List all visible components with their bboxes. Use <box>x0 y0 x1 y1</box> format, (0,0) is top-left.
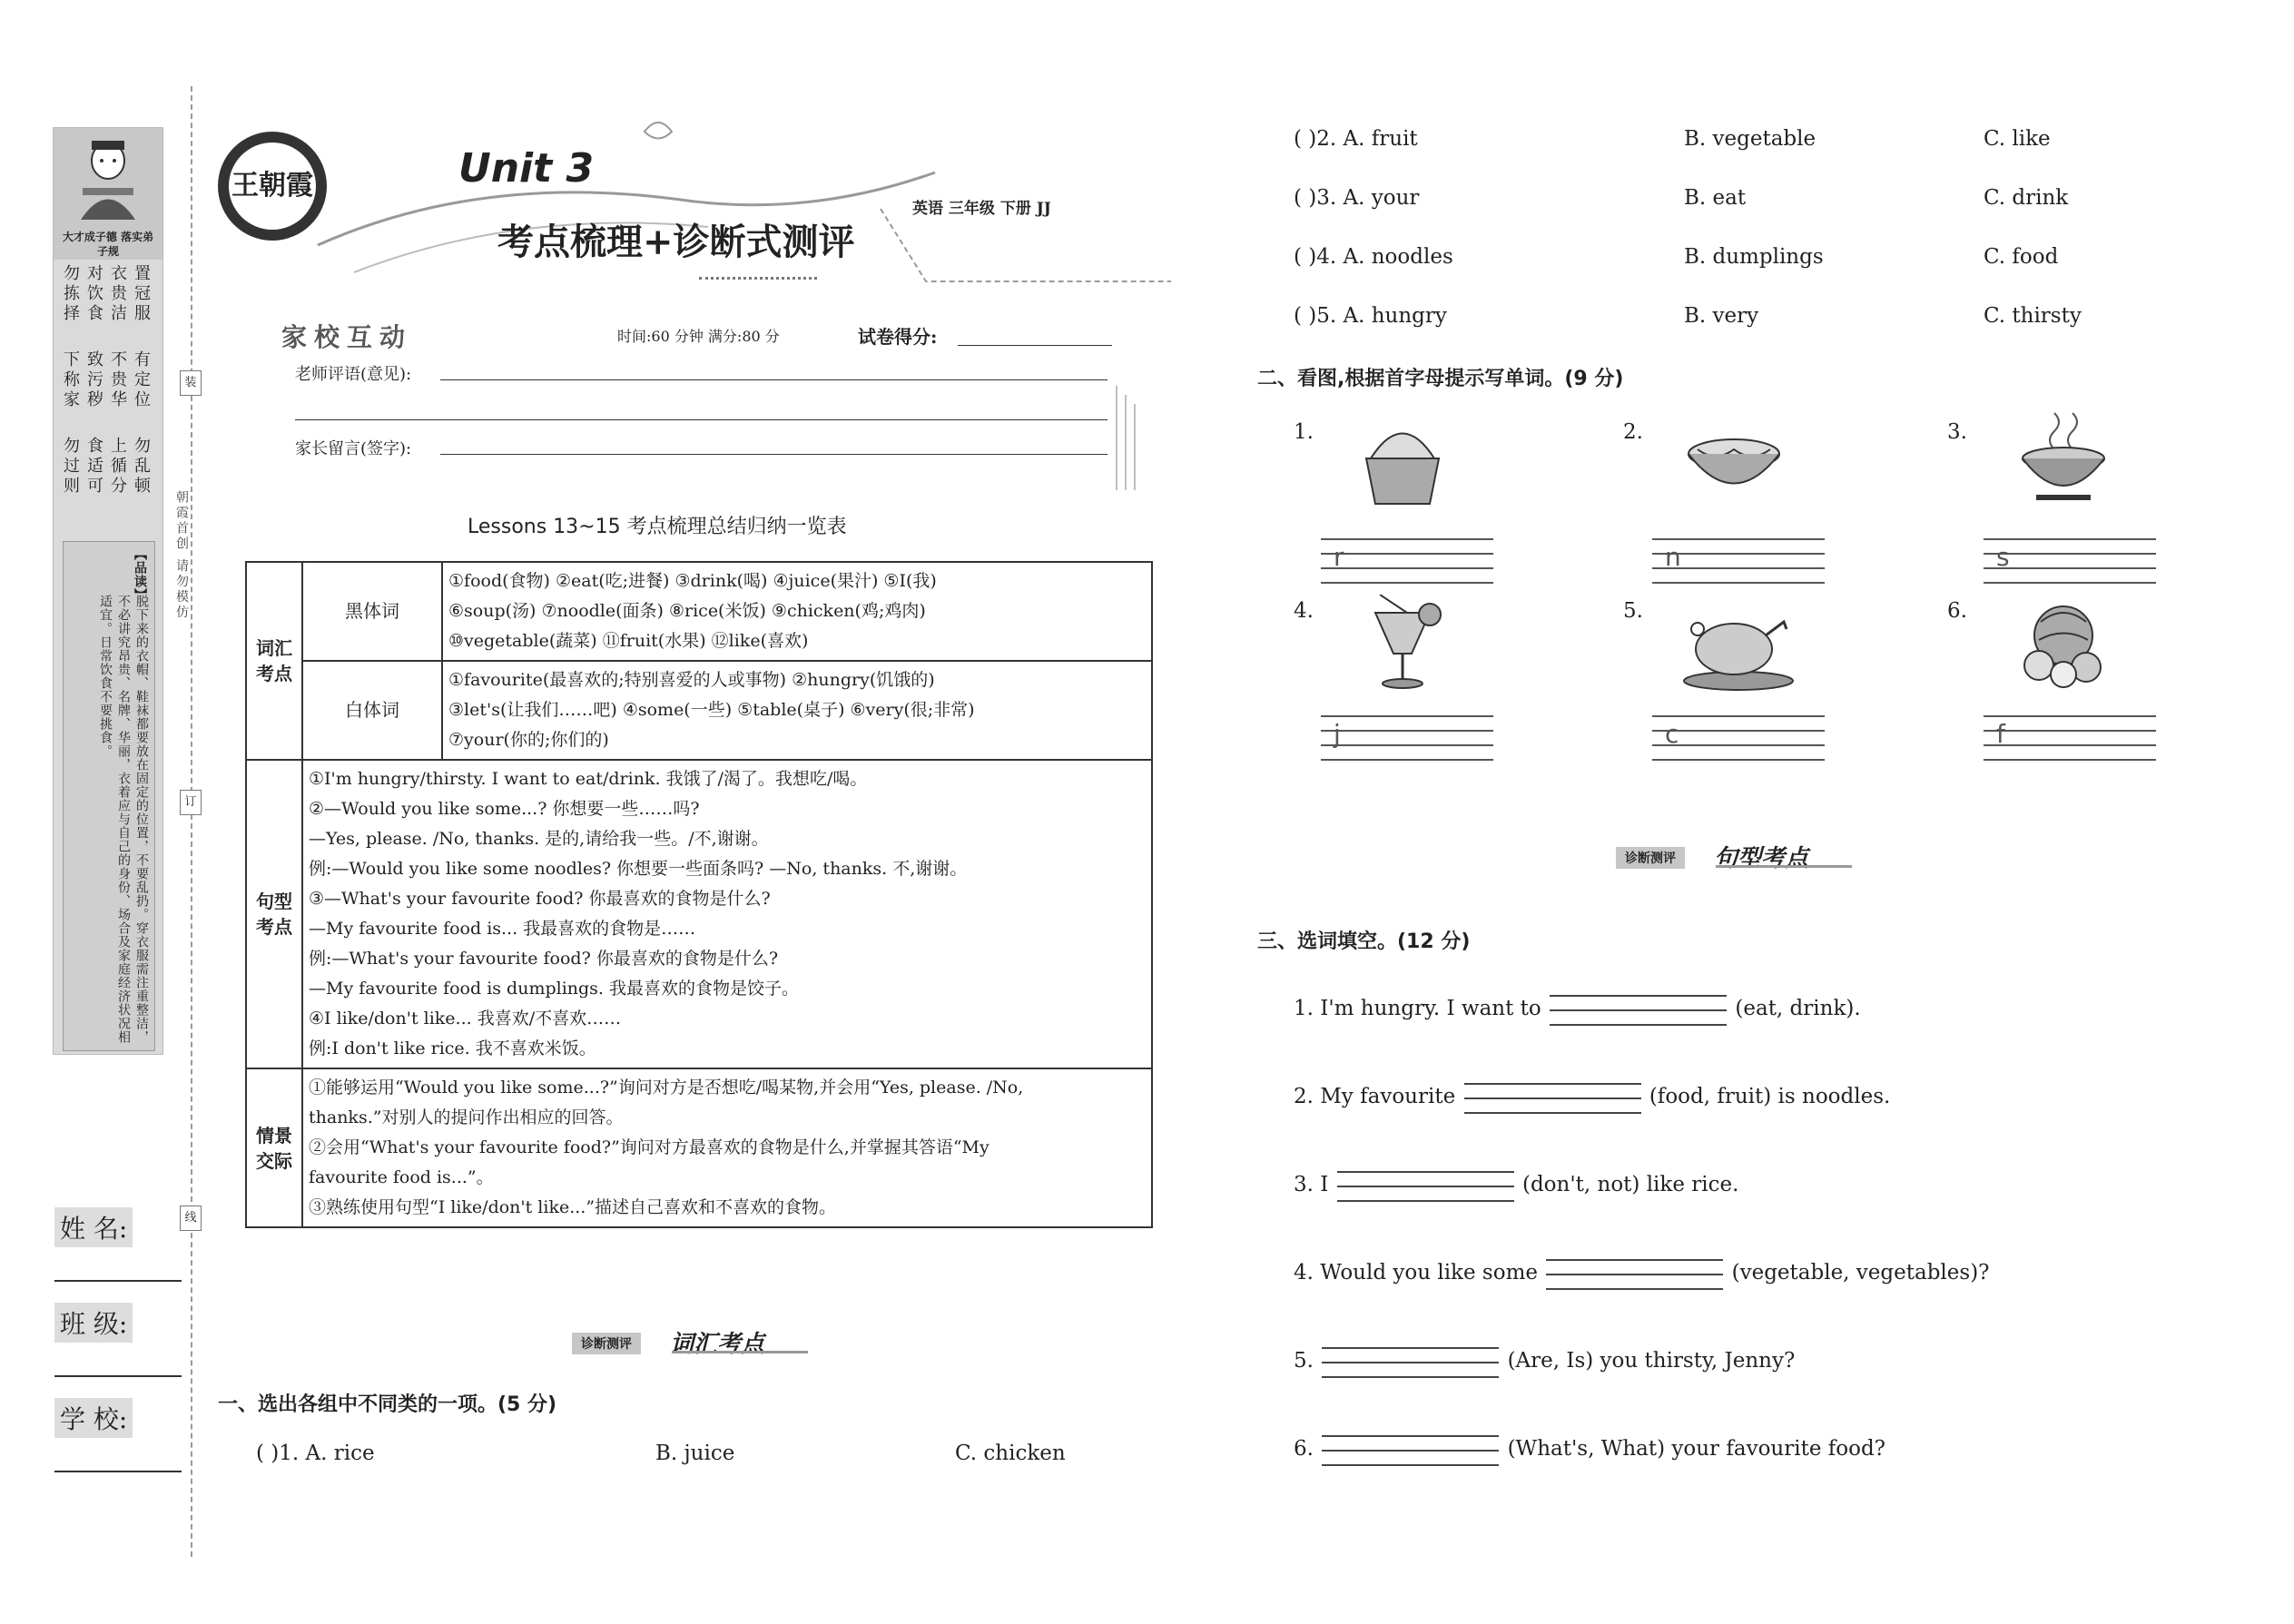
verse-line: 上循分 <box>108 437 127 497</box>
list-item: ①I'm hungry/thirsty. I want to eat/drink. 我饿了/渴了。我想吃/喝。 <box>309 769 868 789</box>
verse-line: 对饮食 <box>84 264 103 324</box>
q3-item <box>1294 1078 1890 1117</box>
banner-tag: 诊断测评 <box>572 1333 641 1354</box>
q1-option-c: C. like <box>1984 127 2051 151</box>
verse-line: 食适可 <box>84 437 103 497</box>
list-item: ④I like/don't like... 我喜欢/不喜欢…… <box>309 1009 622 1029</box>
verse-line: 衣贵洁 <box>108 264 127 324</box>
q3-stem: 4. Would you like some <box>1294 1261 1538 1284</box>
q3-stem: 5. <box>1294 1349 1314 1373</box>
copyright-note: 朝霞首创 请勿模仿 <box>174 490 189 621</box>
hint-letter: r <box>1334 542 1344 572</box>
teacher-comment-field-2[interactable] <box>295 419 1108 420</box>
banner-title: 词汇考点 <box>670 1331 765 1358</box>
q3-options: (eat, drink). <box>1735 997 1861 1020</box>
score-label: 试卷得分: <box>858 326 938 348</box>
teacher-comment-label: 老师评语(意见): <box>295 365 412 384</box>
q1-option-c: C. thirsty <box>1984 304 2082 328</box>
table-row <box>246 562 1152 661</box>
list-item: ①能够运用“Would you like some...?”询问对方是否想吃/喝某物,并会用“Yes, please. /No, <box>309 1078 1024 1097</box>
page-title: 考点梳理+诊断式测评 <box>497 221 855 263</box>
name-field[interactable] <box>54 1280 182 1282</box>
list-item: ⑩vegetable(蔬菜) ⑪fruit(水果) ⑫like(喜欢) <box>448 631 809 651</box>
q3-options: (vegetable, vegetables)? <box>1731 1261 1990 1284</box>
q1-item-stem: ( )3. A. your <box>1294 186 1420 210</box>
banner-title: 句型考点 <box>1714 845 1809 872</box>
q2-writing-lines[interactable] <box>1321 715 1493 759</box>
soup-bowl-icon <box>2013 408 2113 508</box>
q1-option-b: B. dumplings <box>1684 245 1824 269</box>
q3-options: (What's, What) your favourite food? <box>1507 1437 1886 1461</box>
school-field[interactable] <box>54 1471 182 1472</box>
parent-comment-field[interactable] <box>440 454 1108 455</box>
q2-writing-lines[interactable] <box>1652 538 1825 582</box>
q1-item-stem: ( )1. A. rice <box>256 1442 375 1465</box>
list-item: ③—What's your favourite food? 你最喜欢的食物是什么? <box>309 889 771 909</box>
q3-stem: 6. <box>1294 1437 1314 1461</box>
list-item: favourite food is...”。 <box>309 1167 494 1187</box>
list-item: 例:—What's your favourite food? 你最喜欢的食物是什么? <box>309 949 779 969</box>
list-item: 例:I don't like rice. 我不喜欢米饭。 <box>309 1038 596 1058</box>
unit-title: Unit 3 <box>458 145 595 192</box>
list-item: —My favourite food is dumplings. 我最喜欢的食物是饺子。 <box>309 979 800 999</box>
vocab-category: 词汇考点 <box>246 562 302 760</box>
hint-letter: s <box>1996 542 2010 572</box>
q3-options: (don't, not) like rice. <box>1521 1173 1739 1196</box>
cut-mark: 装 <box>180 370 202 396</box>
q3-item <box>1294 989 1861 1029</box>
list-item: thanks.”对别人的提问作出相应的回答。 <box>309 1107 624 1127</box>
hint-letter: c <box>1665 719 1679 749</box>
logo-text: 王朝霞 <box>229 143 316 230</box>
q3-item <box>1294 1254 1990 1294</box>
q1-item-stem: ( )5. A. hungry <box>1294 304 1447 328</box>
roast-chicken-icon <box>1679 595 1797 694</box>
table-row <box>246 661 1152 760</box>
class-label: 班 级: <box>54 1303 133 1343</box>
list-item: ③let's(让我们……吧) ④some(一些) ⑤table(桌子) ⑥very(很;非常) <box>448 700 975 720</box>
list-item: ①food(食物) ②eat(吃;进餐) ③drink(喝) ④juice(果汁) ⑤I(我) <box>448 571 937 591</box>
q3-title: 三、选词填空。(12 分) <box>1257 930 1471 953</box>
verse-line: 勿拣择 <box>61 264 80 324</box>
answer-blank[interactable] <box>1322 1342 1499 1382</box>
list-item: ②—Would you like some...? 你想要一些……吗? <box>309 799 700 819</box>
q3-item <box>1294 1430 1885 1470</box>
home-school-title: 家校互动 <box>281 322 413 352</box>
q1-option-b: B. vegetable <box>1684 127 1816 151</box>
verse-line: 勿过则 <box>61 437 80 497</box>
q1-option-c: C. chicken <box>955 1442 1066 1465</box>
school-label: 学 校: <box>54 1398 133 1438</box>
q2-number: 2. <box>1623 420 1643 444</box>
list-item: 例:—Would you like some noodles? 你想要一些面条吗? —No, thanks. 不,谢谢。 <box>309 859 968 879</box>
answer-blank[interactable] <box>1337 1166 1514 1206</box>
q1-title: 一、选出各组中不同类的一项。(5 分) <box>218 1393 557 1416</box>
parent-comment-label: 家长留言(签字): <box>295 439 412 458</box>
list-item: ⑥soup(汤) ⑦noodle(面条) ⑧rice(米饭) ⑨chicken(鸡;鸡肉) <box>448 601 926 621</box>
summary-title: Lessons 13~15 考点梳理总结归纳一览表 <box>468 516 847 538</box>
class-field[interactable] <box>54 1375 182 1377</box>
frame-lines-decoration <box>1112 377 1157 495</box>
q2-number: 4. <box>1294 599 1314 623</box>
answer-blank[interactable] <box>1550 989 1727 1029</box>
juice-glass-icon <box>1353 595 1452 694</box>
vocab-section-banner <box>572 1325 826 1356</box>
q2-writing-lines[interactable] <box>1321 538 1493 582</box>
q3-options: (food, fruit) is noodles. <box>1649 1085 1891 1108</box>
teacher-comment-field[interactable] <box>440 379 1108 380</box>
hint-letter: j <box>1334 719 1341 749</box>
q3-item <box>1294 1342 1795 1382</box>
situation-category: 情景交际 <box>246 1068 302 1227</box>
q3-stem: 1. I'm hungry. I want to <box>1294 997 1541 1020</box>
q1-option-b: B. very <box>1684 304 1759 328</box>
scholar-figure-icon <box>72 133 144 224</box>
q2-writing-lines[interactable] <box>1652 715 1825 759</box>
bold-words-label: 黑体词 <box>302 562 442 661</box>
list-item: —Yes, please. /No, thanks. 是的,请给我一些。/不,谢谢。 <box>309 829 769 849</box>
q2-title: 二、看图,根据首字母提示写单词。(9 分) <box>1257 368 1624 390</box>
rice-bowl-icon <box>1353 413 1452 513</box>
sentence-section-banner <box>1616 840 1870 871</box>
hint-letter: f <box>1996 719 2005 749</box>
q2-number: 6. <box>1947 599 1967 623</box>
banner-arrow <box>672 1351 808 1353</box>
summary-table <box>245 561 1153 1228</box>
sentences-cell <box>302 760 1152 1068</box>
verse-line: 不贵华 <box>108 350 127 410</box>
q2-writing-lines[interactable] <box>1984 538 2156 582</box>
reading-label: 【品读】 <box>133 547 147 602</box>
list-item: ②会用“What's your favourite food?”询问对方最喜欢的食物是什么,并掌握其答语“My <box>309 1137 989 1157</box>
q2-number: 5. <box>1623 599 1643 623</box>
list-item: —My favourite food is... 我最喜欢的食物是…… <box>309 919 696 939</box>
verse-line: 置冠服 <box>132 264 151 324</box>
header-dots <box>699 277 817 280</box>
verse-line: 勿乱顿 <box>132 437 151 497</box>
q1-option-b: B. eat <box>1684 186 1747 210</box>
score-field[interactable] <box>958 345 1112 346</box>
q2-number: 1. <box>1294 420 1314 444</box>
cut-line <box>191 86 192 1557</box>
q3-options: (Are, Is) you thirsty, Jenny? <box>1507 1349 1796 1373</box>
q2-number: 3. <box>1947 420 1967 444</box>
table-row <box>246 1068 1152 1227</box>
q1-option-c: C. food <box>1984 245 2059 269</box>
verse-line: 有定位 <box>132 350 151 410</box>
name-label: 姓 名: <box>54 1207 133 1247</box>
q1-option-b: B. juice <box>655 1442 735 1465</box>
reading-text: 脱下来的衣帽、鞋袜都要放在固定的位置，不要乱扔。穿衣服需注重整洁，不必讲究昂贵、名牌、华丽，衣着应与自己的身份、场合及家庭经济状况相适宜。日常饮食不要挑食。 <box>98 595 149 1044</box>
verse-line: 下称家 <box>61 350 80 410</box>
q3-stem: 3. I <box>1294 1173 1329 1196</box>
white-words-cell <box>442 661 1152 760</box>
q1-item-stem: ( )4. A. noodles <box>1294 245 1453 269</box>
sidebar-banner <box>54 128 162 260</box>
bold-words-cell <box>442 562 1152 661</box>
verse-line: 致污秽 <box>84 350 103 410</box>
q3-item <box>1294 1166 1738 1206</box>
reading-box <box>63 541 155 1051</box>
grade-tag: 英语 三年级 下册 JJ <box>912 200 1051 218</box>
fruit-basket-icon <box>2013 595 2113 694</box>
q3-stem: 2. My favourite <box>1294 1085 1456 1108</box>
q2-writing-lines[interactable] <box>1984 715 2156 759</box>
sentence-category: 句型考点 <box>246 760 302 1068</box>
list-item: ③熟练使用句型“I like/don't like...”描述自己喜欢和不喜欢的食物。 <box>309 1197 837 1217</box>
list-item: ⑦your(你的;你们的) <box>448 730 609 750</box>
list-item: ①favourite(最喜欢的;特别喜爱的人或事物) ②hungry(饥饿的) <box>448 670 935 690</box>
situations-cell <box>302 1068 1152 1227</box>
sidebar-strip <box>53 127 163 1055</box>
sidebar-motto: 大才成子德 落实弟子规 <box>62 231 154 258</box>
time-info: 时间:60 分钟 满分:80 分 <box>617 328 780 345</box>
answer-blank[interactable] <box>1546 1254 1723 1294</box>
q1-item-stem: ( )2. A. fruit <box>1294 127 1418 151</box>
banner-arrow <box>1716 865 1852 868</box>
q1-option-c: C. drink <box>1984 186 2069 210</box>
cut-mark: 订 <box>180 790 202 815</box>
sidebar-verses <box>59 264 157 527</box>
white-words-label: 白体词 <box>302 661 442 760</box>
noodle-bowl-icon <box>1684 413 1784 513</box>
table-row <box>246 760 1152 1068</box>
hint-letter: n <box>1665 542 1681 572</box>
answer-blank[interactable] <box>1322 1430 1499 1470</box>
banner-tag: 诊断测评 <box>1616 847 1685 869</box>
cut-mark: 线 <box>180 1206 202 1231</box>
answer-blank[interactable] <box>1464 1078 1641 1117</box>
